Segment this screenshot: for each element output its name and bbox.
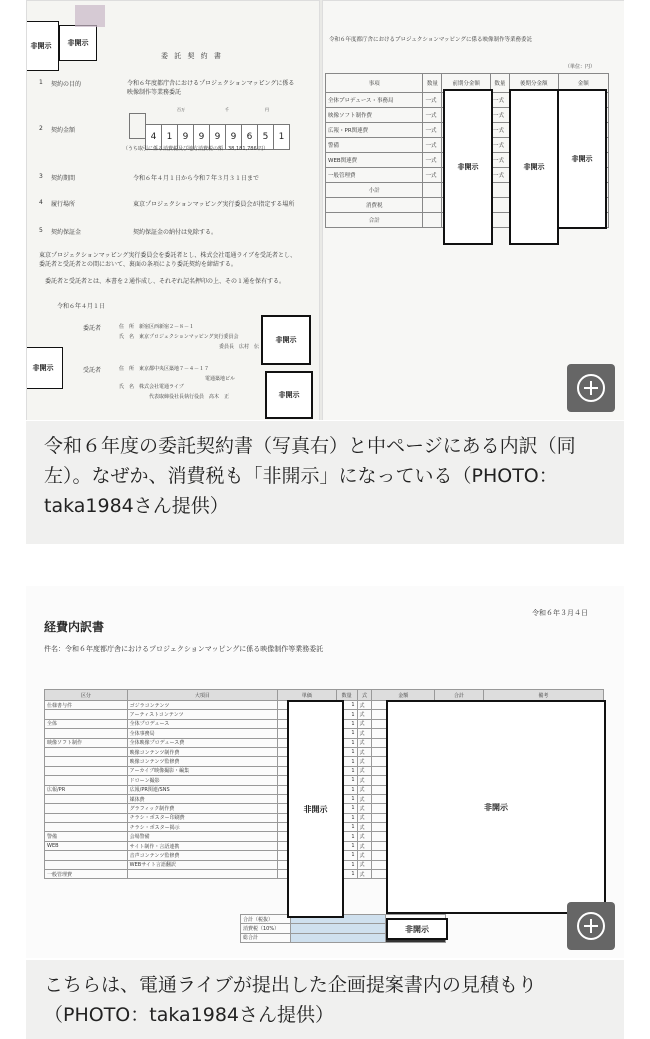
totals-row: 消費税（10%）: [241, 924, 446, 933]
contract-row-num: 1: [39, 79, 43, 86]
amount-digit: 1: [161, 124, 178, 150]
contract-row-label: 契約の目的: [51, 81, 82, 88]
col-header: 数量: [491, 74, 510, 93]
revenue-stamp: [75, 5, 105, 27]
consignor-title: 委員長 広村 伝: [219, 344, 260, 350]
table-row: 媒体費 1 式: [45, 794, 604, 803]
redacted-block: 非開示: [287, 700, 344, 918]
col-header: 式: [357, 690, 372, 701]
consignor-name: 氏 名 東京プロジェクションマッピング実行委員会: [119, 334, 239, 340]
contract-date: 令和６年４月１日: [57, 303, 106, 310]
table-row: 一般管理費 1 式: [45, 870, 604, 879]
redacted-block: 非開示: [386, 700, 606, 914]
contract-row-value: 令和６年度都庁舎におけるプロジェクションマッピングに係る映像制作等業務委託: [127, 80, 295, 96]
amount-digit: [129, 113, 146, 139]
estimate-subject: 件名：令和６年度都庁舎におけるプロジェクションマッピングに係る映像制作等業務委託: [44, 645, 324, 653]
table-row: 映像ソフト制作 全体映像プロデュース費 1 式: [45, 738, 604, 747]
table-row: 全体プロデュース・事務局 一式 一式: [326, 93, 609, 108]
table-row: 全体 全体プロデュース 1 式: [45, 719, 604, 728]
table-row: 消費税: [326, 198, 609, 213]
breakdown-title: 令和６年度都庁舎におけるプロジェクションマッピングに係る映像制作等業務委託: [329, 37, 532, 43]
table-row: 音声コンテンツ監修費 1 式: [45, 851, 604, 860]
contract-row-num: 4: [39, 199, 43, 206]
table-row: 一般管理費 一式 一式: [326, 168, 609, 183]
photo-contract: [26, 0, 624, 420]
contractor-address: 住 所 東京都中央区築地７－４－１７: [119, 366, 210, 372]
redacted-seal: 非開示: [26, 347, 63, 389]
col-header: 数量: [336, 690, 357, 701]
contract-row-label: 契約金額: [51, 127, 76, 134]
amount-digit: 9: [225, 124, 242, 150]
col-header: 前期分金額: [442, 74, 491, 93]
col-header: 事項: [326, 74, 423, 93]
caption-contract: 令和６年度の委託契約書（写真右）と中ページにある内訳（同左）。なぜか、消費税も「非開示」になっている（PHOTO：taka1984さん提供）: [26, 421, 624, 544]
redacted-seal: 非開示: [59, 25, 97, 61]
estimate-date: 令和６年３月４日: [532, 609, 588, 617]
col-header: 単価: [278, 690, 337, 701]
col-header: 合計: [435, 690, 484, 701]
contract-row-num: 2: [39, 125, 43, 132]
redacted-block: 非開示: [386, 918, 448, 940]
table-row: 警備 一式 一式: [326, 138, 609, 153]
table-row: 全体事務局 1 式: [45, 729, 604, 738]
zoom-in-button[interactable]: [567, 364, 615, 412]
photo-estimate: [26, 586, 624, 958]
col-header: 大項目: [127, 690, 277, 701]
contract-page: [26, 0, 320, 420]
table-row: 警備 会場警備 1 式: [45, 832, 604, 841]
caption-estimate: こちらは、電通ライブが提出した企画提案書内の見積もり（PHOTO：taka1984さん提供）: [26, 960, 624, 1039]
table-row: WEBサイト言語翻訳 1 式: [45, 860, 604, 869]
amount-unit-label: 千: [225, 107, 229, 112]
amount-digit: 1: [273, 124, 290, 150]
contract-row-label: 契約保証金: [51, 229, 82, 236]
amount-unit-label: 百万: [177, 107, 185, 112]
contract-title: 委 託 契 約 書: [161, 52, 223, 60]
redacted-stamp: 非開示: [265, 371, 313, 419]
table-row: 広報・PR関連費 一式 一式: [326, 123, 609, 138]
zoom-in-button[interactable]: [567, 902, 615, 950]
breakdown-page: [322, 0, 624, 420]
table-row: チラシ・ポスター掲示 1 式: [45, 823, 604, 832]
amount-digit: 9: [177, 124, 194, 150]
contract-body: 委託者と受託者とは、本書を２通作成し、それぞれ記名押印の上、その１通を保有する。: [45, 278, 286, 285]
contract-row-num: 5: [39, 227, 43, 234]
col-header: 備考: [483, 690, 603, 701]
redacted-block: 非開示: [509, 89, 559, 245]
col-header: 金額: [558, 74, 608, 93]
contract-row-label: 履行場所: [51, 201, 76, 208]
table-row: 小計: [326, 183, 609, 198]
contract-row-value: 東京プロジェクションマッピング実行委員会が指定する場所: [133, 201, 295, 208]
amount-digit: 9: [209, 124, 226, 150]
contract-row-value: 令和６年４月１日から令和７年３月３１日まで: [133, 175, 260, 182]
contract-tax-note: （うち取引に係る消費税及び地方消費税の額 38,181,786 円）: [123, 146, 269, 152]
amount-unit-label: 円: [265, 107, 269, 112]
table-row: チラシ・ポスター印刷費 1 式: [45, 813, 604, 822]
contractor-label: 受託者: [83, 367, 102, 374]
amount-digit: 5: [257, 124, 274, 150]
amount-digit: 9: [193, 124, 210, 150]
contract-body: 東京プロジェクションマッピング実行委員会を委託者とし、株式会社電通ライブを受託者とし、委託者と受託者との間において、裏面の条項により委託契約を締結する。: [39, 252, 297, 268]
redacted-stamp: 非開示: [261, 315, 311, 365]
table-row: WEB関連費 一式 一式: [326, 153, 609, 168]
col-header: 数量: [423, 74, 442, 93]
breakdown-unit: （単位：円）: [565, 64, 596, 70]
table-row: 映像コンテンツ制作費 1 式: [45, 747, 604, 756]
zoom-in-icon: [577, 374, 605, 402]
consignor-label: 委託者: [83, 325, 102, 332]
redacted-block: 非開示: [443, 89, 493, 245]
consignor-address: 住 所 新宿区西新宿２－８－１: [119, 324, 195, 330]
redacted-seal: 非開示: [26, 21, 59, 71]
table-row: グラフィック制作費 1 式: [45, 804, 604, 813]
contractor-building: 電通築地ビル: [205, 376, 236, 382]
table-row: 合計: [326, 213, 609, 228]
contract-row-num: 3: [39, 173, 43, 180]
table-row: 広報/PR 広報/PR関連/SNS 1 式: [45, 785, 604, 794]
table-row: 仕様書与件 ゴジラコンテンツ 1 式: [45, 701, 604, 710]
totals-row: 合計（税抜）: [241, 915, 446, 924]
totals-row: 総合計: [241, 933, 446, 942]
amount-digit: 6: [241, 124, 258, 150]
col-header: 金額: [372, 690, 435, 701]
table-row: 映像コンテンツ監修費 1 式: [45, 757, 604, 766]
redacted-block: 非開示: [557, 89, 607, 229]
estimate-title: 経費内訳書: [44, 620, 105, 634]
contractor-name: 氏 名 株式会社電通ライブ: [119, 384, 184, 390]
table-row: WEB サイト制作・言語連携 1 式: [45, 841, 604, 850]
table-row: アーティストコンテンツ 1 式: [45, 710, 604, 719]
zoom-in-icon: [577, 912, 605, 940]
contract-row-value: 契約保証金の納付は免除する。: [133, 229, 218, 236]
table-row: ドローン撮影 1 式: [45, 776, 604, 785]
table-row: アーカイブ映像撮影・編集 1 式: [45, 766, 604, 775]
table-row: 映像ソフト制作費 一式 一式: [326, 108, 609, 123]
contract-row-label: 契約期間: [51, 175, 76, 182]
col-header: 区分: [45, 690, 128, 701]
contractor-title: 代表取締役社長執行役員 髙木 正: [149, 394, 230, 400]
amount-digit: 4: [145, 124, 162, 150]
col-header: 後期分金額: [509, 74, 558, 93]
